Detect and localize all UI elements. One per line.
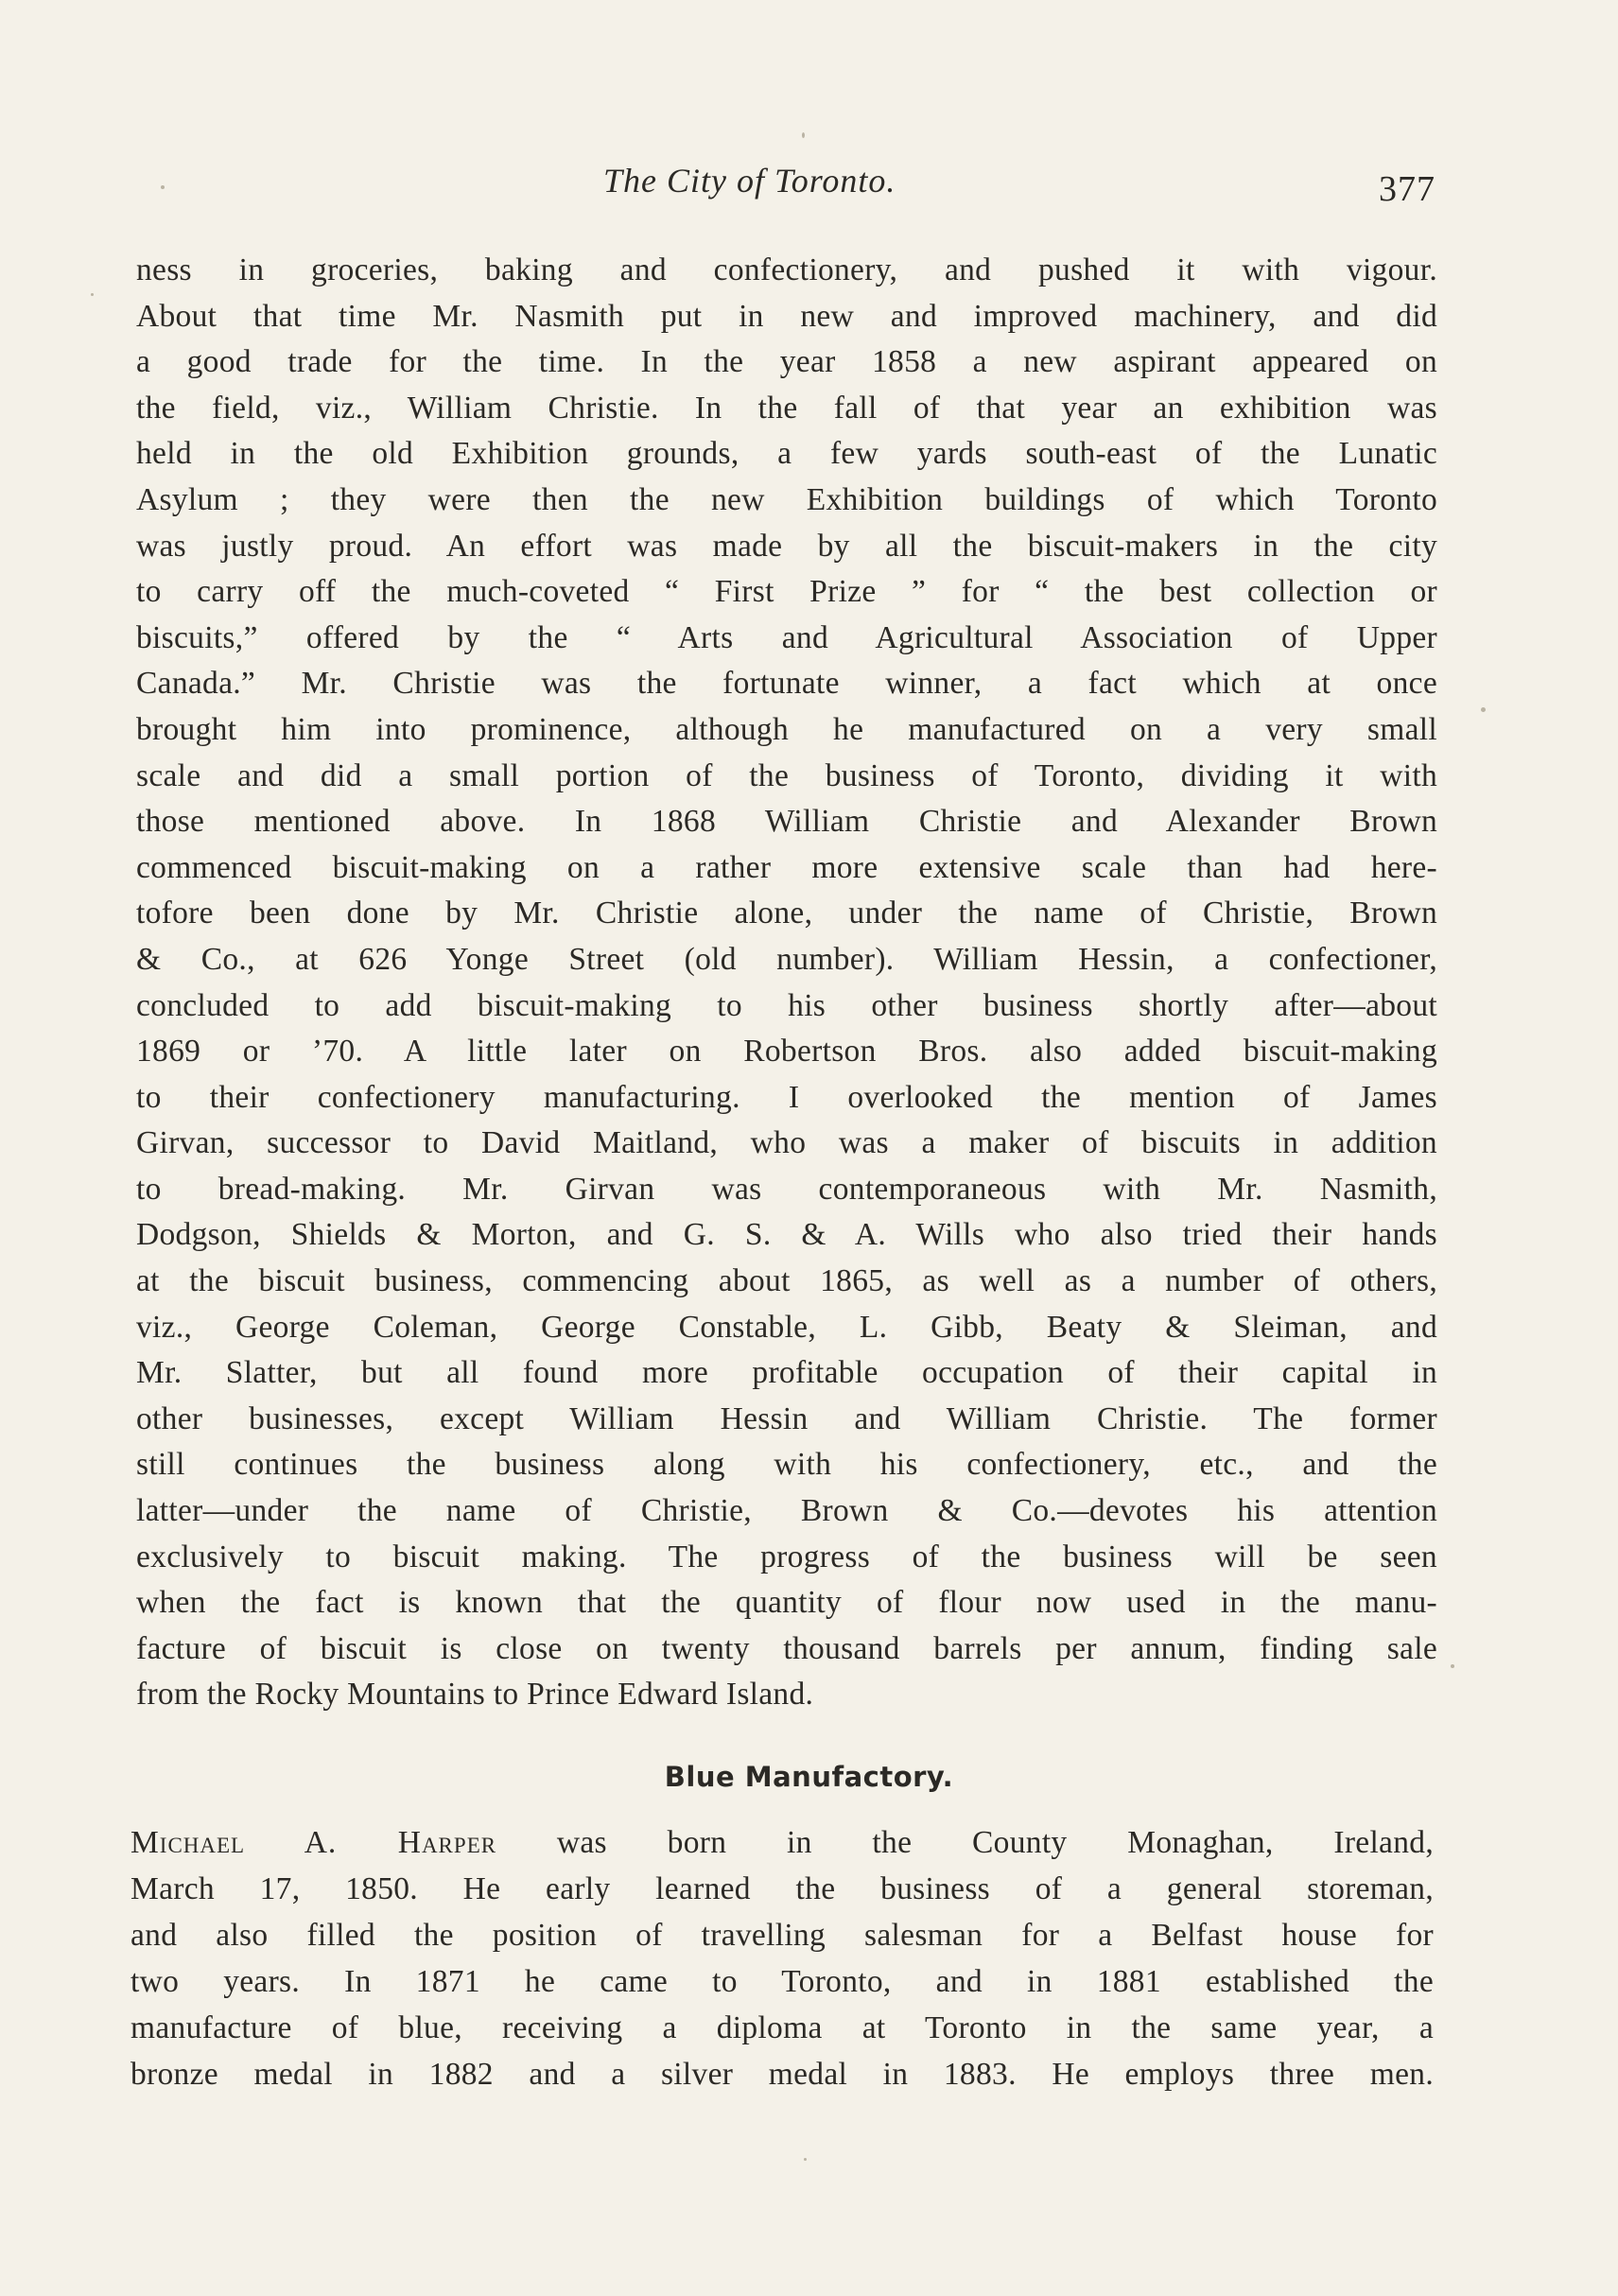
paper-speck	[91, 293, 94, 296]
running-title: The City of Toronto.	[603, 162, 896, 200]
text-line: tofore been done by Mr. Christie alone, under the name of Christie, Brown	[136, 896, 1437, 931]
paper-speck	[804, 2158, 807, 2161]
paragraph-biscuit-history	[136, 248, 1437, 1718]
text-line: Canada.” Mr. Christie was the fortunate winner, a fact which at once	[136, 666, 1437, 702]
text-line: a good trade for the time. In the year 1858 a new aspirant appeared on	[136, 344, 1437, 380]
text-line: latter—under the name of Christie, Brown & Co.—devotes his attention	[136, 1493, 1437, 1529]
text-line: from the Rocky Mountains to Prince Edward Island.	[136, 1677, 814, 1713]
text-line: bronze medal in 1882 and a silver medal in 1883. He employs three men.	[130, 2057, 1434, 2092]
text-line: commenced biscuit-making on a rather more extensive scale than had here-	[136, 849, 1437, 885]
text-line: two years. In 1871 he came to Toronto, and in 1881 established the	[130, 1964, 1434, 1999]
text-line: facture of biscuit is close on twenty thousand barrels per annum, finding sale	[136, 1630, 1437, 1666]
text-line: viz., George Coleman, George Constable, L. Gibb, Beaty & Sleiman, and	[136, 1309, 1437, 1345]
text-line: the field, viz., William Christie. In the fall of that year an exhibition was	[136, 390, 1437, 426]
text-line: and also filled the position of travelling salesman for a Belfast house for	[130, 1918, 1434, 1953]
text-line: when the fact is known that the quantity of flour now used in the manu-	[136, 1585, 1437, 1621]
paper-speck	[802, 132, 805, 138]
text-line: concluded to add biscuit-making to his other business shortly after—about	[136, 987, 1437, 1023]
text-line: Girvan, successor to David Maitland, who was a maker of biscuits in addition	[136, 1125, 1437, 1161]
text-line: to carry off the much-coveted “ First Prize ” for “ the best collection or	[136, 574, 1437, 610]
text-line: Asylum ; they were then the new Exhibition buildings of which Toronto	[136, 481, 1437, 517]
text-line: March 17, 1850. He early learned the business of a general storeman,	[130, 1871, 1434, 1906]
text-line: biscuits,” offered by the “ Arts and Agricultural Association of Upper	[136, 619, 1437, 655]
text-line: Mr. Slatter, but all found more profitable occupation of their capital in	[136, 1355, 1437, 1391]
text-line-first	[130, 1819, 1434, 1866]
running-head	[0, 161, 1618, 208]
text-line: manufacture of blue, receiving a diploma at Toronto in the same year, a	[130, 2010, 1434, 2045]
paragraph-harper-biography	[130, 1819, 1434, 2097]
text-line: ness in groceries, baking and confectionery, and pushed it with vigour.	[136, 252, 1437, 287]
text-line: at the biscuit business, commencing about 1865, as well as a number of others,	[136, 1263, 1437, 1299]
text-line: brought him into prominence, although he manufactured on a very small	[136, 711, 1437, 747]
person-name: Michael A. Harper	[130, 1825, 497, 1860]
text-line: 1869 or ’70. A little later on Robertson Bros. also added biscuit-making	[136, 1034, 1437, 1070]
paper-speck	[1451, 1664, 1454, 1668]
text-line: Dodgson, Shields & Morton, and G. S. & A. Wills who also tried their hands	[136, 1217, 1437, 1253]
text-line: those mentioned above. In 1868 William Christie and Alexander Brown	[136, 804, 1437, 840]
text-line: other businesses, except William Hessin and William Christie. The former	[136, 1400, 1437, 1436]
text-line: to their confectionery manufacturing. I overlooked the mention of James	[136, 1079, 1437, 1115]
first-line-text: was born in the County Monaghan, Ireland,	[556, 1825, 1434, 1860]
text-line: & Co., at 626 Yonge Street (old number). William Hessin, a confectioner,	[136, 941, 1437, 977]
paper-speck	[161, 185, 165, 189]
page-number: 377	[1379, 169, 1435, 209]
text-line: exclusively to biscuit making. The progress of the business will be seen	[136, 1539, 1437, 1574]
text-line: was justly proud. An effort was made by all the biscuit-makers in the city	[136, 528, 1437, 564]
section-heading: Blue Manufactory.	[664, 1761, 954, 1793]
text-line: to bread-making. Mr. Girvan was contemporaneous with Mr. Nasmith,	[136, 1171, 1437, 1207]
paper-speck	[1481, 707, 1486, 712]
text-line: About that time Mr. Nasmith put in new and improved machinery, and did	[136, 298, 1437, 334]
text-line: scale and did a small portion of the business of Toronto, dividing it with	[136, 757, 1437, 793]
text-line: held in the old Exhibition grounds, a few yards south-east of the Lunatic	[136, 436, 1437, 472]
text-line: still continues the business along with his confectionery, etc., and the	[136, 1447, 1437, 1483]
